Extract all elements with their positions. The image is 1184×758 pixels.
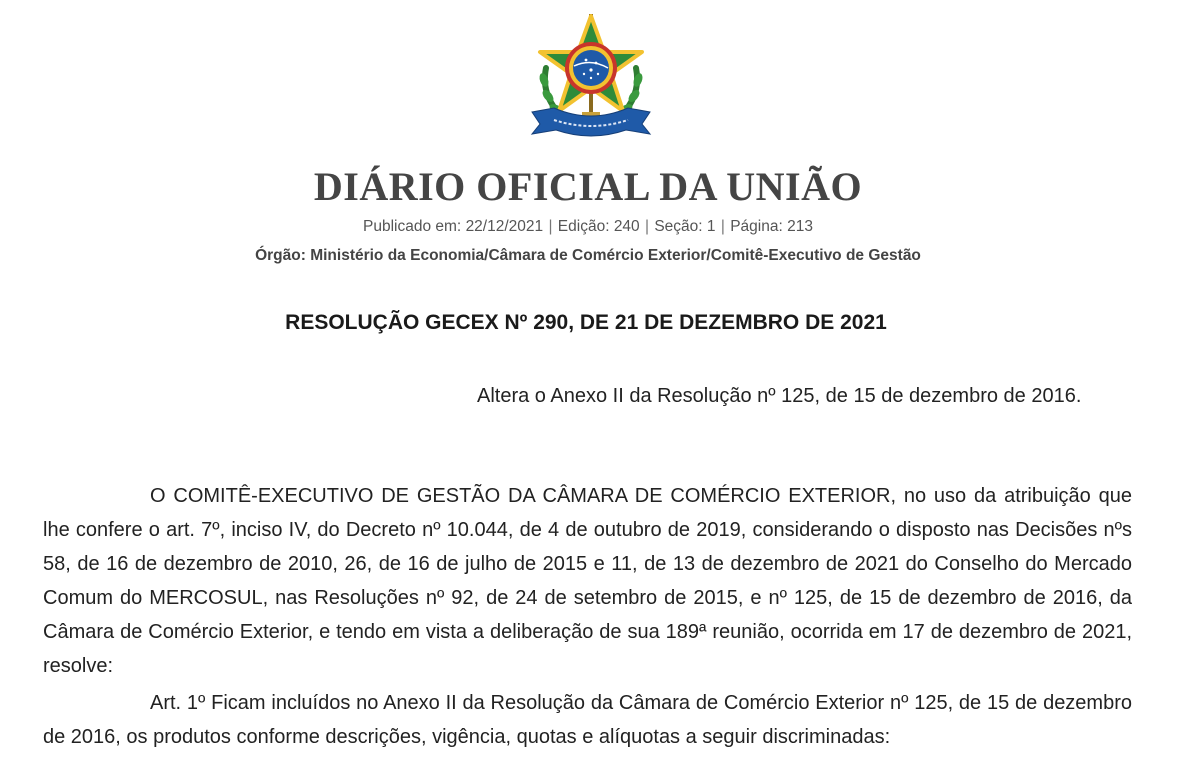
meta-separator: | xyxy=(645,218,650,235)
organ-label: Órgão: xyxy=(255,247,306,264)
section-label: Seção: xyxy=(654,218,703,235)
page-number: 213 xyxy=(787,218,813,235)
meta-separator: | xyxy=(548,218,553,235)
journal-title: DIÁRIO OFICIAL DA UNIÃO xyxy=(313,164,863,209)
brazil-coat-of-arms-icon xyxy=(526,8,656,140)
edition-number: 240 xyxy=(613,218,640,235)
preamble-paragraph xyxy=(43,479,1132,683)
article-1-text: Art. 1º Ficam incluídos no Anexo II da Resolução da Câmara de Comércio Exterior nº 125, de 15 de dezembro de 2016, os produtos conforme descrições, vigência, quotas e alíquotas a seguir discriminadas: xyxy=(43,692,1132,748)
publication-meta xyxy=(0,218,1176,236)
organ-line xyxy=(0,247,1176,265)
emblem-blue-disk xyxy=(573,50,609,86)
meta-separator: | xyxy=(720,218,725,235)
page-label: Página: xyxy=(730,218,783,235)
organ-name: Ministério da Economia/Câmara de Comércio Exterior/Comitê-Executivo de Gestão xyxy=(310,247,921,264)
ementa: Altera o Anexo II da Resolução nº 125, de 15 de dezembro de 2016. xyxy=(477,385,1082,407)
article-1-paragraph xyxy=(43,686,1132,754)
preamble-text: O COMITÊ-EXECUTIVO DE GESTÃO DA CÂMARA DE COMÉRCIO EXTERIOR, no uso da atribuição que lhe confere o art. 7º, inciso IV, do Decreto nº 10.044, de 4 de outubro de 2019, considerando o disposto nas Decisões nºs 58, de 16 de dezembro de 2010, 26, de 16 de julho de 2015 e 11, de 13 de dezembro de 2021 do Conselho do Mercado Comum do MERCOSUL, nas Resoluções nº 92, de 24 de setembro de 2015, e nº 125, de 15 de dezembro de 2016, da Câmara de Comércio Exterior, e tendo em vista a deliberação de sua 189ª reunião, ocorrida em 17 de dezembro de 2021, resolve: xyxy=(43,485,1132,677)
section-number: 1 xyxy=(706,218,716,235)
published-label: Publicado em: xyxy=(363,218,462,235)
resolution-title: RESOLUÇÃO GECEX Nº 290, DE 21 DE DEZEMBRO DE 2021 xyxy=(285,311,887,334)
published-date: 22/12/2021 xyxy=(465,218,544,235)
edition-label: Edição: xyxy=(557,218,610,235)
